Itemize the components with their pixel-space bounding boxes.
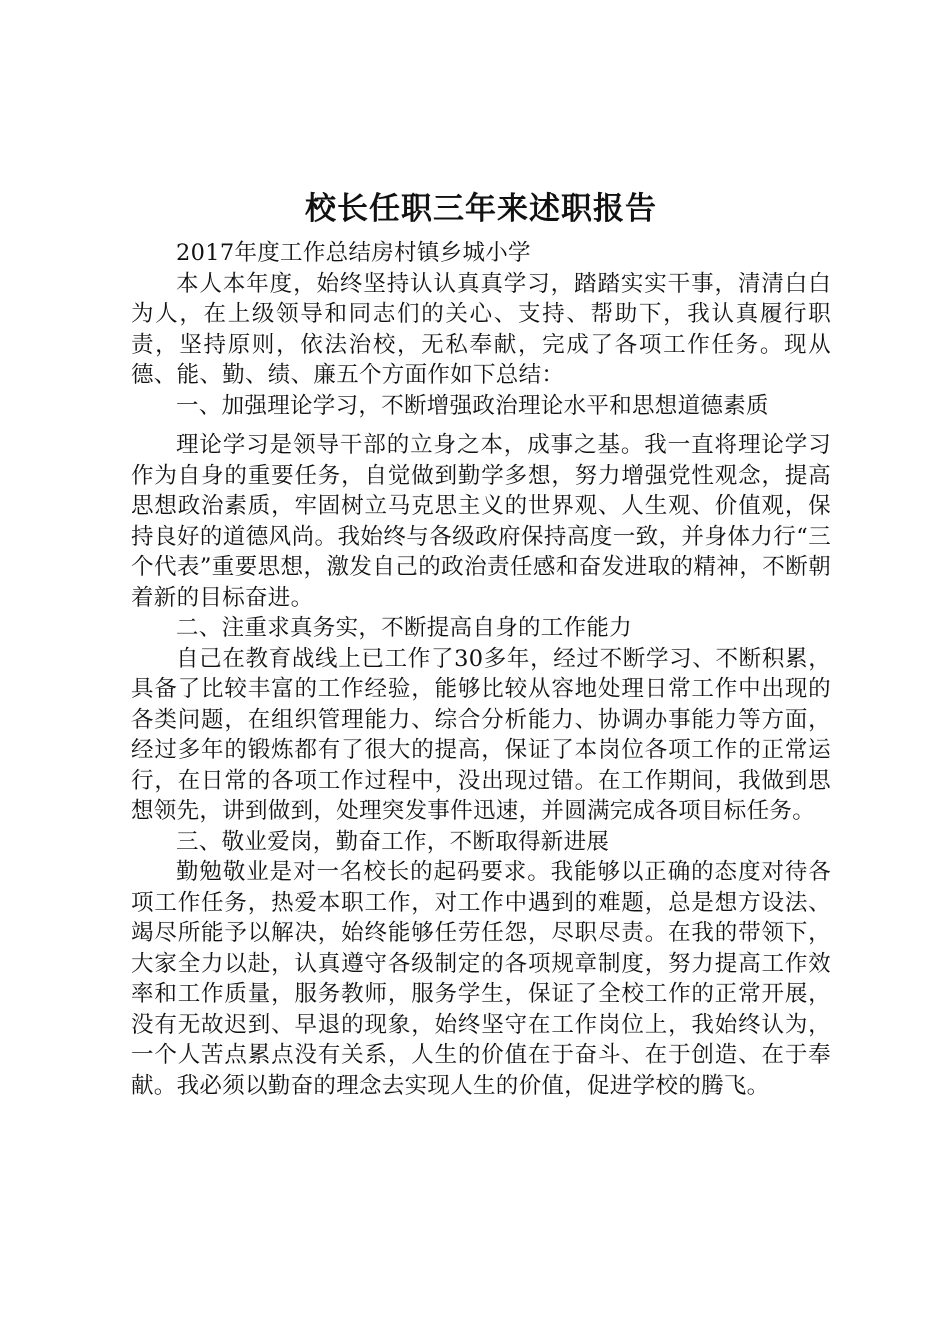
section-heading-1: 一、加强理论学习，不断增强政治理论水平和思想道德素质 (176, 392, 769, 419)
section-heading-3: 三、敬业爱岗，勤奋工作，不断取得新进展 (176, 828, 610, 855)
paragraph-gap (131, 421, 831, 430)
section-body-2: 自己在教育战线上已工作了30多年，经过不断学习、不断积累，具备了比较丰富的工作经验，能够比较从容地处理日常工作中出现的各类问题，在组织管理能力、综合分析能力、协调办事能力等方面，经过多年的锻炼都有了很大的提高，保证了本岗位各项工作的正常运行，在日常的各项工作过程中，没出现过错。在工作期间，我做到思想领先，讲到做到，处理突发事件迅速，并圆满完成各项目标任务。 (131, 645, 831, 824)
section-body-3: 勤勉敬业是对一名校长的起码要求。我能够以正确的态度对待各项工作任务，热爱本职工作，对工作中遇到的难题，总是想方设法、竭尽所能予以解决，始终能够任劳任怨，尽职尽责。在我的带领下，大家全力以赴，认真遵守各级制定的各项规章制度，努力提高工作效率和工作质量，服务教师，服务学生，保证了全校工作的正常开展，没有无故迟到、早退的现象，始终坚守在工作岗位上，我始终认为，一个人苦点累点没有关系，人生的价值在于奋斗、在于创造、在于奉献。我必须以勤奋的理念去实现人生的价值，促进学校的腾飞。 (131, 859, 831, 1099)
document-title: 校长任职三年来述职报告 (305, 191, 657, 227)
subtitle-line: 2017年度工作总结房村镇乡城小学 (176, 240, 531, 266)
intro-paragraph: 本人本年度，始终坚持认认真真学习，踏踏实实干事，清清白白为人，在上级领导和同志们的关心、支持、帮助下，我认真履行职责，坚持原则，依法治校，无私奉献，完成了各项工作任务。现从德、能、勤、绩、廉五个方面作如下总结： (131, 270, 831, 388)
section-heading-2: 二、注重求真务实，不断提高自身的工作能力 (176, 615, 633, 641)
document-body (131, 186, 831, 1101)
section-body-1: 理论学习是领导干部的立身之本，成事之基。我一直将理论学习作为自身的重要任务，自觉做到勤学多想，努力增强党性观念，提高思想政治素质，牢固树立马克思主义的世界观、人生观、价值观，保持良好的道德风尚。我始终与各级政府保持高度一致，并身体力行“三个代表”重要思想，激发自己的政治责任感和奋发进取的精神，不断朝着新的目标奋进。 (131, 432, 831, 611)
